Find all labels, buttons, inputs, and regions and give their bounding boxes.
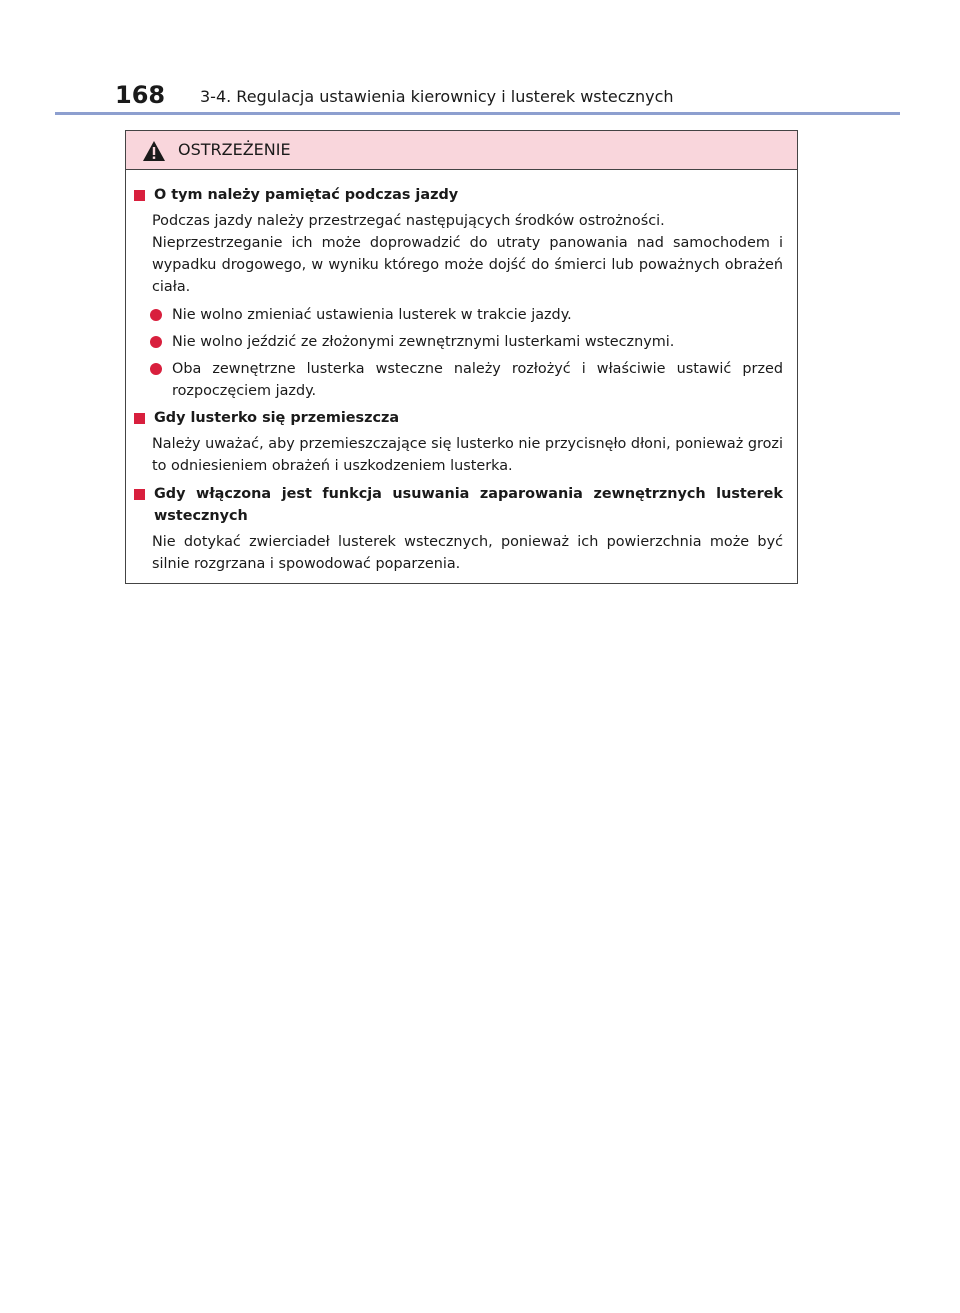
warning-body bbox=[126, 170, 797, 575]
warning-box bbox=[125, 130, 798, 584]
warning-header bbox=[126, 131, 797, 170]
page-header bbox=[115, 80, 900, 112]
page-number: 168 bbox=[115, 81, 166, 109]
square-bullet-icon bbox=[134, 413, 145, 424]
list-item: Oba zewnętrzne lusterka wsteczne należy rozłożyć i właściwie ustawić przed rozpoczęciem jazdy. bbox=[150, 358, 783, 402]
section-text: Nieprzestrzeganie ich może doprowadzić do utraty panowania nad samochodem i wypadku drogowego, w wyniku którego może dojść do śmierci lub poważnych obrażeń ciała. bbox=[152, 235, 783, 295]
bullet-list bbox=[134, 304, 783, 402]
circle-bullet-icon bbox=[150, 363, 162, 375]
section-text: Nie dotykać zwierciadeł lusterek wstecznych, ponieważ ich powierzchnia może być silnie rozgrzana i spowodować poparzenia. bbox=[152, 534, 783, 572]
circle-bullet-icon bbox=[150, 309, 162, 321]
header-rule bbox=[55, 112, 900, 115]
list-item: Nie wolno zmieniać ustawienia lusterek w trakcie jazdy. bbox=[150, 304, 783, 326]
section-heading: Gdy włączona jest funkcja usuwania zaparowania zewnętrznych lusterek wstecznych bbox=[134, 483, 783, 527]
section-text-line: Podczas jazdy należy przestrzegać następujących środków ostrożności. bbox=[152, 213, 665, 229]
section-title: 3-4. Regulacja ustawienia kierownicy i lusterek wstecznych bbox=[200, 87, 674, 106]
warning-triangle-icon bbox=[142, 140, 166, 162]
list-item: Nie wolno jeździć ze złożonymi zewnętrznymi lusterkami wstecznymi. bbox=[150, 331, 783, 353]
section-heading: Gdy lusterko się przemieszcza bbox=[134, 407, 783, 429]
warning-title: OSTRZEŻENIE bbox=[178, 140, 291, 159]
square-bullet-icon bbox=[134, 489, 145, 500]
square-bullet-icon bbox=[134, 190, 145, 201]
circle-bullet-icon bbox=[150, 336, 162, 348]
section-text: Należy uważać, aby przemieszczające się lusterko nie przycisnęło dłoni, ponieważ grozi to odniesieniem obrażeń i uszkodzeniem lusterka. bbox=[152, 436, 783, 474]
section-heading: O tym należy pamiętać podczas jazdy bbox=[134, 184, 783, 206]
